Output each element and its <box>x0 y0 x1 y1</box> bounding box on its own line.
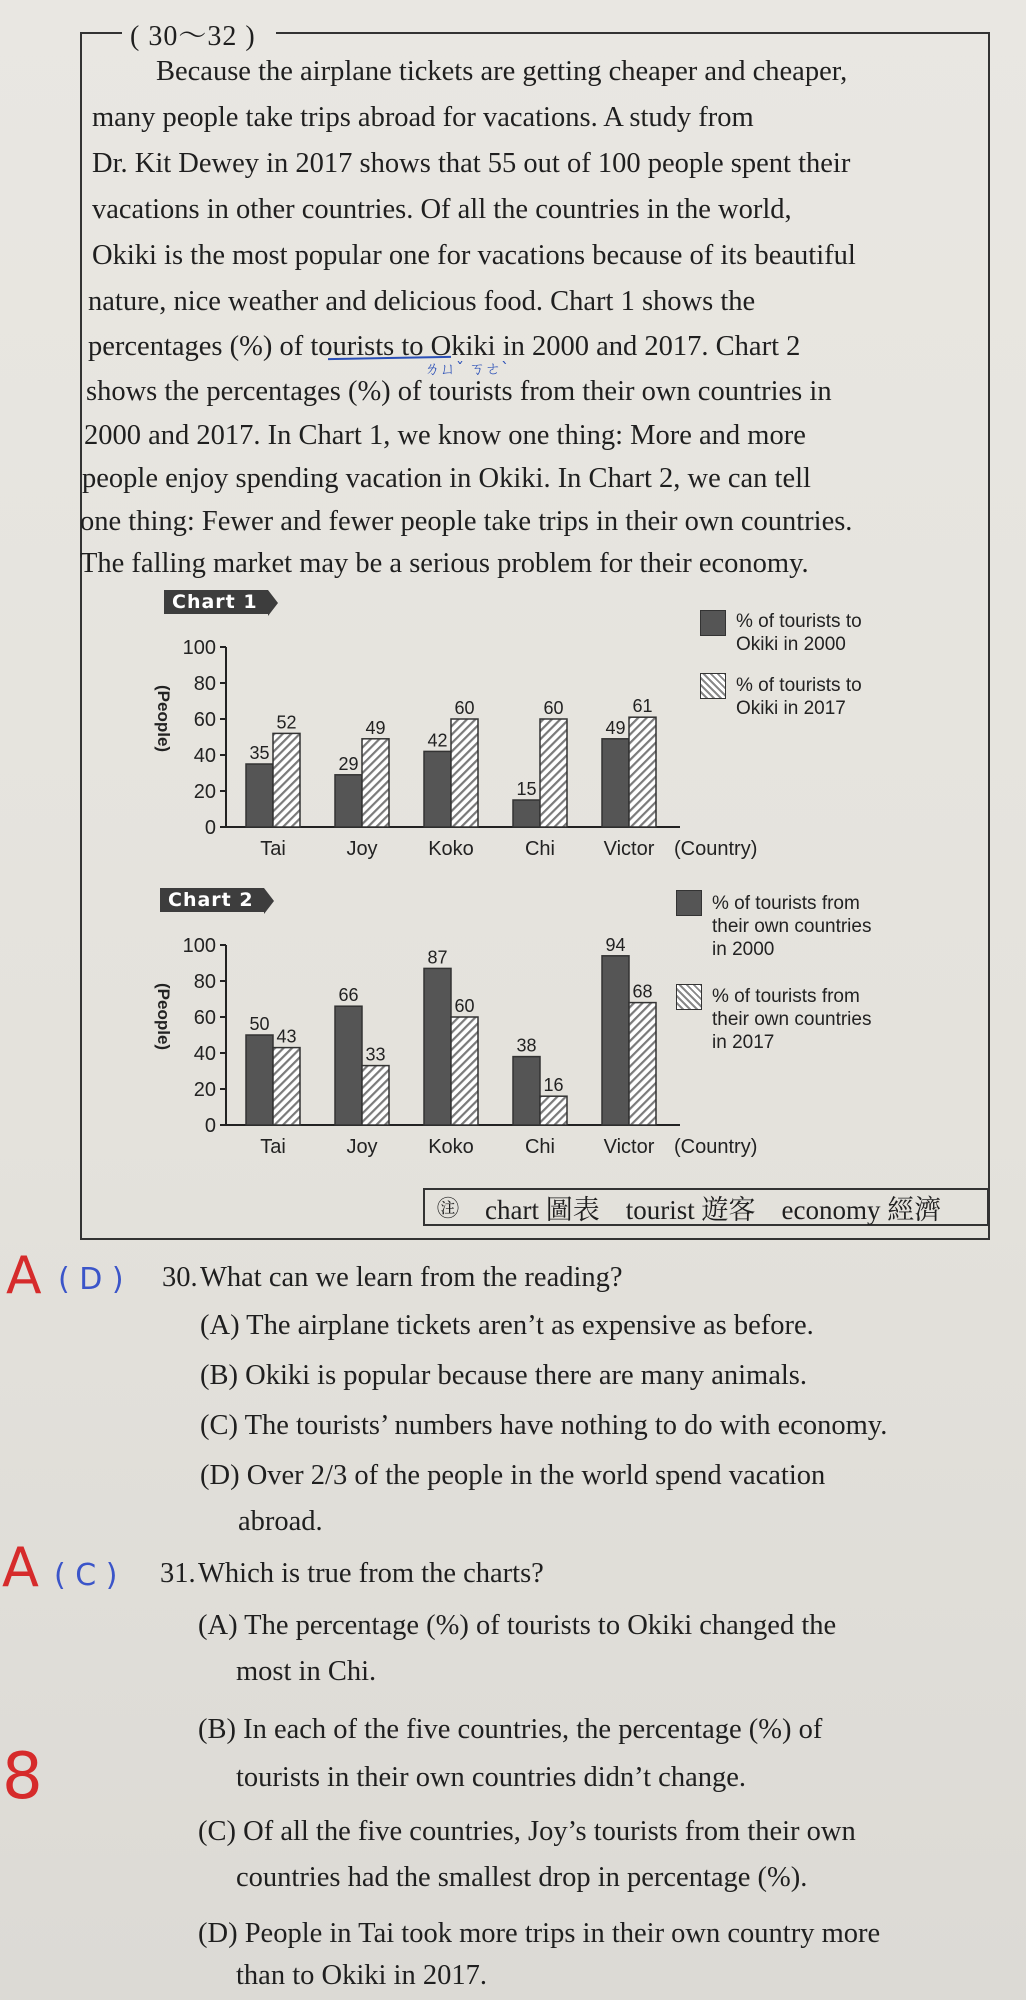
bar-joy-2017 <box>362 739 389 827</box>
chart-2-legend-2017: % of tourists from their own countries in 2017 <box>712 986 872 1053</box>
category-label: Joy <box>346 838 378 860</box>
legend-swatch-2000 <box>700 610 726 636</box>
y-tick-label: 80 <box>193 673 216 695</box>
y-tick-label: 40 <box>193 1043 216 1065</box>
option-d-cont: than to Okiki in 2017. <box>236 1960 487 1991</box>
bar-chi-2000 <box>513 800 540 827</box>
bar-victor-2017 <box>629 1003 656 1125</box>
answer-blank: ( D ) <box>58 1262 124 1297</box>
y-tick-label: 40 <box>193 745 216 767</box>
data-label: 49 <box>605 717 626 738</box>
bar-chi-2017 <box>540 1096 567 1125</box>
passage-line: Okiki is the most popular one for vacations because of its beautiful <box>92 240 856 271</box>
bar-koko-2000 <box>424 968 451 1125</box>
legend-swatch-2000 <box>676 890 702 916</box>
bar-tai-2017 <box>273 1048 300 1125</box>
frame-top-left <box>80 32 122 34</box>
data-label: 43 <box>276 1026 297 1047</box>
bar-koko-2017 <box>451 719 478 827</box>
glossary-item: economy 經濟 <box>781 1194 942 1225</box>
option-b: (B) Okiki is popular because there are many animals. <box>200 1360 808 1391</box>
y-tick-label: 0 <box>204 1115 216 1137</box>
data-label: 49 <box>365 717 386 738</box>
bar-joy-2000 <box>335 775 362 827</box>
question-number: 30. <box>162 1262 198 1293</box>
y-tick-label: 100 <box>182 637 216 659</box>
y-tick-label: 20 <box>193 1079 216 1101</box>
category-label: Tai <box>260 838 286 860</box>
option-c: (C) Of all the five countries, Joy’s tourists from their own <box>198 1816 856 1847</box>
passage-line: nature, nice weather and delicious food. Chart 1 shows the <box>88 286 756 317</box>
handwritten-pinyin: ㄌㄩˇ ㄎㄜˋ <box>424 359 510 378</box>
option-d: (D) People in Tai took more trips in their own country more <box>198 1918 881 1949</box>
legend-swatch-2017 <box>676 984 702 1010</box>
bar-joy-2000 <box>335 1006 362 1125</box>
passage-line: 2000 and 2017. In Chart 1, we know one thing: More and more <box>84 420 806 451</box>
glossary-item: tourist 遊客 <box>625 1194 756 1225</box>
question-stem: Which is true from the charts? <box>198 1558 544 1589</box>
chart-1-legend-2017: % of tourists to Okiki in 2017 <box>736 675 862 719</box>
passage-line: people enjoy spending vacation in Okiki. In Chart 2, we can tell <box>82 463 811 494</box>
bar-victor-2000 <box>602 956 629 1125</box>
data-label: 16 <box>543 1075 564 1096</box>
chart-2-title: Chart 2 <box>160 888 264 912</box>
option-c-cont: countries had the smallest drop in percentage (%). <box>236 1862 808 1893</box>
passage-line: Because the airplane tickets are getting cheaper and cheaper, <box>156 56 848 87</box>
data-label: 68 <box>632 981 653 1002</box>
bar-chi-2000 <box>513 1057 540 1125</box>
option-d-cont: abroad. <box>238 1506 323 1537</box>
data-label: 60 <box>454 996 475 1016</box>
option-c: (C) The tourists’ numbers have nothing to do with economy. <box>200 1410 888 1441</box>
passage-line: one thing: Fewer and fewer people take trips in their own countries. <box>80 506 853 537</box>
y-tick-label: 60 <box>193 709 216 731</box>
bar-koko-2017 <box>451 1017 478 1125</box>
chart-2-legend-2000: % of tourists from their own countries in 2000 <box>712 893 872 960</box>
answer-blank: ( C ) <box>54 1558 118 1593</box>
legend-swatch-2017 <box>700 673 726 699</box>
data-label: 33 <box>365 1044 386 1065</box>
margin-mark: 8 <box>2 1740 43 1814</box>
data-label: 66 <box>338 985 359 1006</box>
category-label: Chi <box>524 1136 556 1158</box>
data-label: 29 <box>338 753 359 774</box>
data-label: 50 <box>249 1014 270 1034</box>
data-label: 38 <box>516 1035 537 1056</box>
chart-2 <box>140 910 780 1170</box>
question-number: 31. <box>160 1558 196 1589</box>
passage-line: vacations in other countries. Of all the countries in the world, <box>92 194 792 225</box>
category-label: Victor <box>603 1136 655 1158</box>
option-b-cont: tourists in their own countries didn’t change. <box>236 1762 747 1793</box>
option-b: (B) In each of the five countries, the percentage (%) of <box>198 1714 823 1745</box>
passage-line: The falling market may be a serious problem for their economy. <box>80 548 809 579</box>
chart-1 <box>140 612 780 872</box>
bar-tai-2000 <box>246 1035 273 1125</box>
y-tick-label: 60 <box>193 1007 216 1029</box>
grade-mark: A <box>2 1536 39 1599</box>
data-label: 61 <box>632 696 653 717</box>
option-d: (D) Over 2/3 of the people in the world spend vacation <box>200 1460 826 1491</box>
category-label: Victor <box>603 838 655 860</box>
category-label: Joy <box>346 1136 378 1158</box>
bar-victor-2017 <box>629 717 656 827</box>
bar-tai-2000 <box>246 764 273 827</box>
glossary-box <box>423 1188 989 1226</box>
data-label: 52 <box>276 712 297 733</box>
chart-1-legend-2000: % of tourists to Okiki in 2000 <box>736 611 862 655</box>
option-a: (A) The percentage (%) of tourists to Okiki changed the <box>198 1610 837 1641</box>
bar-chi-2017 <box>540 719 567 827</box>
y-tick-label: 0 <box>204 817 216 839</box>
data-label: 15 <box>516 779 537 799</box>
category-label: Koko <box>428 838 474 860</box>
y-tick-label: 20 <box>193 781 216 803</box>
frame-top-right <box>276 32 988 34</box>
passage-line: many people take trips abroad for vacations. A study from <box>92 102 754 133</box>
y-tick-label: 100 <box>182 935 216 957</box>
glossary-item: chart 圖表 <box>485 1194 600 1225</box>
option-a-cont: most in Chi. <box>236 1656 377 1687</box>
y-axis-label: (People) <box>154 983 173 1051</box>
x-axis-label: (Country) <box>674 838 758 860</box>
data-label: 60 <box>543 698 564 718</box>
y-axis-label: (People) <box>154 685 173 753</box>
chart-1-title: Chart 1 <box>164 590 268 614</box>
bar-tai-2017 <box>273 733 300 827</box>
category-label: Koko <box>428 1136 474 1158</box>
category-label: Chi <box>524 838 556 860</box>
note-icon: ㊟ <box>437 1196 460 1222</box>
bar-victor-2000 <box>602 739 629 827</box>
x-axis-label: (Country) <box>674 1136 758 1158</box>
data-label: 35 <box>249 743 270 763</box>
bar-koko-2000 <box>424 751 451 827</box>
data-label: 60 <box>454 698 475 718</box>
grade-mark: A <box>6 1246 42 1306</box>
y-tick-label: 80 <box>193 971 216 993</box>
data-label: 87 <box>427 947 448 968</box>
data-label: 42 <box>427 730 448 751</box>
option-a: (A) The airplane tickets aren’t as expensive as before. <box>200 1310 814 1341</box>
category-label: Tai <box>260 1136 286 1158</box>
section-range: ( 30～32 ) <box>130 21 256 52</box>
passage-line: percentages (%) of tourists to Okiki in 2000 and 2017. Chart 2 <box>88 331 801 362</box>
passage-line: Dr. Kit Dewey in 2017 shows that 55 out of 100 people spent their <box>92 148 851 179</box>
data-label: 94 <box>605 934 626 955</box>
question-stem: What can we learn from the reading? <box>200 1262 623 1293</box>
passage-line: shows the percentages (%) of tourists from their own countries in <box>86 376 832 407</box>
bar-joy-2017 <box>362 1066 389 1125</box>
